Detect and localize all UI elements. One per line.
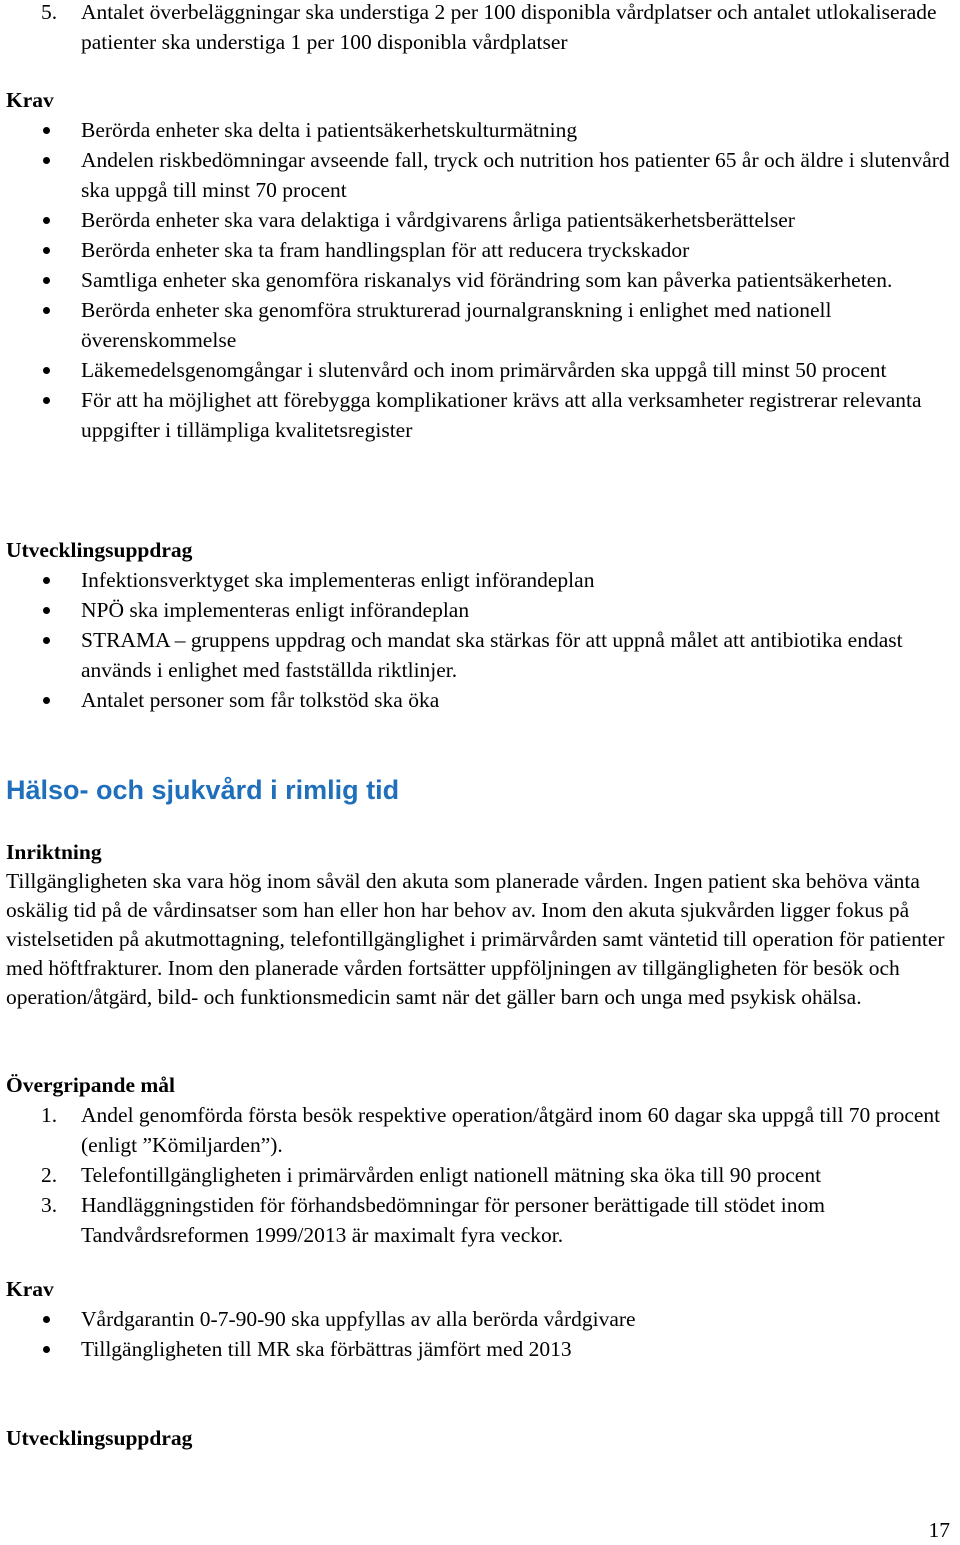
bullet-icon [43,1316,50,1323]
overgripande-mal-heading: Övergripande mål [6,1073,175,1097]
inriktning-block [0,837,951,1012]
list-item [0,355,956,385]
numbered-item [0,1190,956,1250]
utvecklingsuppdrag-section [0,535,956,715]
list-item-text: Berörda enheter ska vara delaktiga i vårdgivarens årliga patientsäkerhetsberättelser [81,208,795,232]
list-item [0,115,956,145]
list-item-text: Berörda enheter ska ta fram handlingsplan för att reducera tryckskador [81,238,690,262]
list-item-text: För att ha möjlighet att förebygga komplikationer krävs att alla verksamheter registrerar relevanta uppgifter i tillämpliga kvalitetsregister [81,388,922,442]
inriktning-paragraph: Tillgängligheten ska vara hög inom såväl den akuta som planerade vården. Ingen patient ska behöva vänta oskälig tid på de vårdinsatser som han eller hon har behov av. Inom den akuta sjukvården ligger fokus på vistelsetiden på akutmottagning, telefontillgänglighet i primärvården samt väntetid till operation för patienter med höftfrakturer. Inom den planerade vården fortsätter uppföljningen av tillgängligheten för besök och operation/åtgärd, bild- och funktionsmedicin samt när det gäller barn och unga med psykisk ohälsa. [6,869,945,1009]
list-item [0,205,956,235]
item-number: 2. [41,1163,58,1187]
list-item-text: Andelen riskbedömningar avseende fall, tryck och nutrition hos patienter 65 år och äldre i slutenvård ska uppgå till minst 70 procent [81,148,950,202]
item-number: 1. [41,1103,58,1127]
bullet-icon [43,577,50,584]
item-text: Antalet överbeläggningar ska understiga 2 per 100 disponibla vårdplatser och antalet utlokaliserade patienter ska understiga 1 per 100 disponibla vårdplatser [81,0,937,54]
bullet-icon [43,277,50,284]
list-item-text: STRAMA – gruppens uppdrag och mandat ska stärkas för att uppnå målet att antibiotika endast används i enlighet med fastställda riktlinjer. [81,628,903,682]
list-item [0,565,956,595]
list-item-text: NPÖ ska implementeras enligt införandeplan [81,598,470,622]
numbered-item [0,1100,956,1160]
list-item-text: Vårdgarantin 0-7-90-90 ska uppfyllas av alla berörda vårdgivare [81,1307,636,1331]
item-number: 5. [41,0,58,24]
list-item-text: Berörda enheter ska genomföra strukturerad journalgranskning i enlighet med nationell överenskommelse [81,298,832,352]
inriktning-heading: Inriktning [6,840,102,864]
list-item-text: Antalet personer som får tolkstöd ska öka [81,688,440,712]
numbered-item [0,0,956,57]
list-item-text: Berörda enheter ska delta i patientsäkerhetskulturmätning [81,118,578,142]
bullet-icon [43,607,50,614]
list-item [0,235,956,265]
list-item-text: Samtliga enheter ska genomföra riskanalys vid förändring som kan påverka patientsäkerheten. [81,268,893,292]
bullet-icon [43,157,50,164]
section-title: Hälso- och sjukvård i rimlig tid [6,775,400,805]
item-number: 3. [41,1193,58,1217]
list-item [0,385,956,445]
bullet-icon [43,127,50,134]
list-item [0,595,956,625]
utvecklingsuppdrag-heading-2: Utvecklingsuppdrag [6,1426,193,1450]
item-text: Handläggningstiden för förhandsbedömningar för personer berättigade till stödet inom Tandvårdsreformen 1999/2013 är maximalt fyra veckor. [81,1193,825,1247]
utvecklingsuppdrag-heading: Utvecklingsuppdrag [6,538,193,562]
list-item-text: Läkemedelsgenomgångar i slutenvård och inom primärvården ska uppgå till minst 50 procent [81,358,887,382]
bullet-icon [43,397,50,404]
list-item [0,1334,956,1364]
list-item-text: Tillgängligheten till MR ska förbättras jämfört med 2013 [81,1337,572,1361]
list-item-text: Infektionsverktyget ska implementeras enligt införandeplan [81,568,595,592]
page-number: 17 [928,1518,950,1542]
bullet-icon [43,367,50,374]
list-item [0,145,956,205]
krav-list [0,1304,956,1364]
bullet-icon [43,217,50,224]
list-item [0,1304,956,1334]
list-item [0,625,956,685]
malsattning-block [0,1070,956,1250]
list-item [0,265,956,295]
item-text: Telefontillgängligheten i primärvården enligt nationell mätning ska öka till 90 procent [81,1163,822,1187]
krav-section-2 [0,1274,956,1364]
list-item [0,685,956,715]
krav-heading: Krav [6,88,54,112]
bullet-icon [43,637,50,644]
bullet-icon [43,307,50,314]
utvecklingsuppdrag-list [0,565,956,715]
krav-section [0,85,956,445]
krav-heading: Krav [6,1277,54,1301]
krav-list [0,115,956,445]
bullet-icon [43,697,50,704]
item-text: Andel genomförda första besök respektive operation/åtgärd inom 60 dagar ska uppgå till 70 procent (enligt ”Kömiljarden”). [81,1103,941,1157]
numbered-item [0,1160,956,1190]
list-item [0,295,956,355]
bullet-icon [43,1346,50,1353]
bullet-icon [43,247,50,254]
